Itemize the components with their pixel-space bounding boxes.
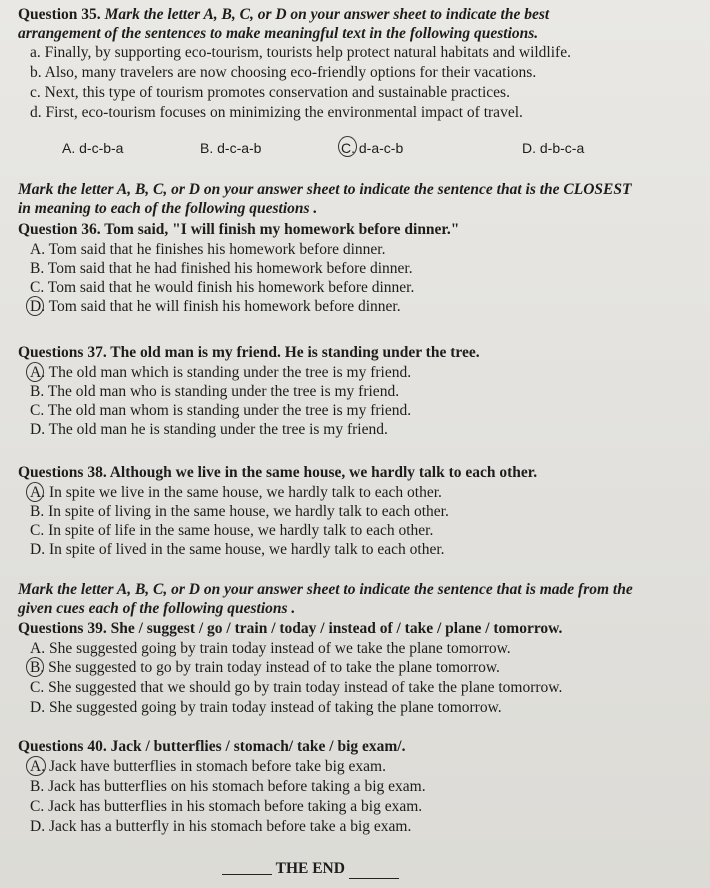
section-cues-line2: given cues each of the following questions .: [18, 600, 296, 617]
q35-instruction-line2: arrangement of the sentences to make meaningful text in the following questions.: [18, 25, 539, 42]
q35-sentence-c: c. Next, this type of tourism promotes conservation and sustainable practices.: [30, 84, 510, 101]
q35-sentence-d: d. First, eco-tourism focuses on minimizing the environmental impact of travel.: [30, 104, 523, 121]
q39-option-b[interactable]: B. She suggested to go by train today instead of to take the plane tomorrow.: [30, 659, 500, 676]
q40-option-d[interactable]: D. Jack has a butterfly in his stomach before take a big exam.: [30, 818, 412, 835]
q38-title: Questions 38. Although we live in the same house, we hardly talk to each other.: [18, 464, 538, 481]
q39-option-a[interactable]: A. She suggested going by train today instead of we take the plane tomorrow.: [30, 640, 511, 657]
q36-option-b[interactable]: B. Tom said that he had finished his homework before dinner.: [30, 260, 413, 277]
q35-instruction: Mark the letter A, B, C, or D on your answer sheet to indicate the best: [104, 6, 550, 23]
section-closest-line1: Mark the letter A, B, C, or D on your answer sheet to indicate the sentence that is the CLOSEST: [18, 181, 632, 198]
q37-option-c[interactable]: C. The old man whom is standing under the tree is my friend.: [30, 402, 412, 419]
section-closest-line2: in meaning to each of the following questions .: [18, 200, 318, 217]
q40-option-a[interactable]: A. Jack have butterflies in stomach before take big exam.: [30, 758, 386, 775]
footer-blank-left: [222, 874, 272, 875]
q37-title: Questions 37. The old man is my friend. He is standing under the tree.: [18, 344, 480, 361]
the-end-text: THE END: [275, 860, 345, 877]
q39-option-d[interactable]: D. She suggested going by train today instead of taking the plane tomorrow.: [30, 699, 502, 716]
q35-option-a[interactable]: A. d-c-b-a: [62, 140, 124, 156]
q38-option-c[interactable]: C. In spite of life in the same house, we hardly talk to each other.: [30, 522, 434, 539]
q37-option-b[interactable]: B. The old man who is standing under the tree is my friend.: [30, 383, 400, 400]
q38-option-b[interactable]: B. In spite of living in the same house, we hardly talk to each other.: [30, 503, 449, 520]
q40-title: Questions 40. Jack / butterflies / stomach/ take / big exam/.: [18, 738, 406, 755]
the-end-footer: [222, 860, 399, 879]
q39-title: Questions 39. She / suggest / go / train / today / instead of / take / plane / tomorrow.: [18, 620, 563, 637]
q36-option-c[interactable]: C. Tom said that he would finish his homework before dinner.: [30, 279, 415, 296]
q35-sentence-b: b. Also, many travelers are now choosing eco-friendly options for their vacations.: [30, 64, 537, 81]
q38-option-a[interactable]: A. In spite we live in the same house, we hardly talk to each other.: [30, 484, 442, 501]
q37-option-a[interactable]: A. The old man which is standing under the tree is my friend.: [30, 364, 412, 381]
section-cues-line1: Mark the letter A, B, C, or D on your answer sheet to indicate the sentence that is made from the: [18, 581, 633, 598]
q35-instruction-line1: [18, 6, 549, 24]
q35-option-c[interactable]: C. d-a-c-b: [341, 140, 404, 156]
q35-sentence-a: a. Finally, by supporting eco-tourism, tourists help protect natural habitats and wildlife.: [30, 44, 571, 61]
q35-option-b[interactable]: B. d-c-a-b: [200, 140, 262, 156]
q37-option-d[interactable]: D. The old man he is standing under the tree is my friend.: [30, 421, 388, 438]
q36-option-a[interactable]: A. Tom said that he finishes his homework before dinner.: [30, 241, 386, 258]
q38-option-d[interactable]: D. In spite of lived in the same house, we hardly talk to each other.: [30, 541, 445, 558]
q35-option-d[interactable]: D. d-b-c-a: [522, 140, 585, 156]
q39-option-c[interactable]: C. She suggested that we should go by train today instead of take the plane tomorrow.: [30, 679, 563, 696]
q36-option-d[interactable]: D. Tom said that he will finish his homework before dinner.: [30, 298, 401, 315]
q35-number: Question 35.: [18, 6, 101, 23]
q40-option-b[interactable]: B. Jack has butterflies on his stomach before taking a big exam.: [30, 778, 426, 795]
q36-title: Question 36. Tom said, "I will finish my homework before dinner.": [18, 221, 460, 238]
q40-option-c[interactable]: C. Jack has butterflies in his stomach before taking a big exam.: [30, 798, 423, 815]
footer-blank-right: [349, 878, 399, 879]
